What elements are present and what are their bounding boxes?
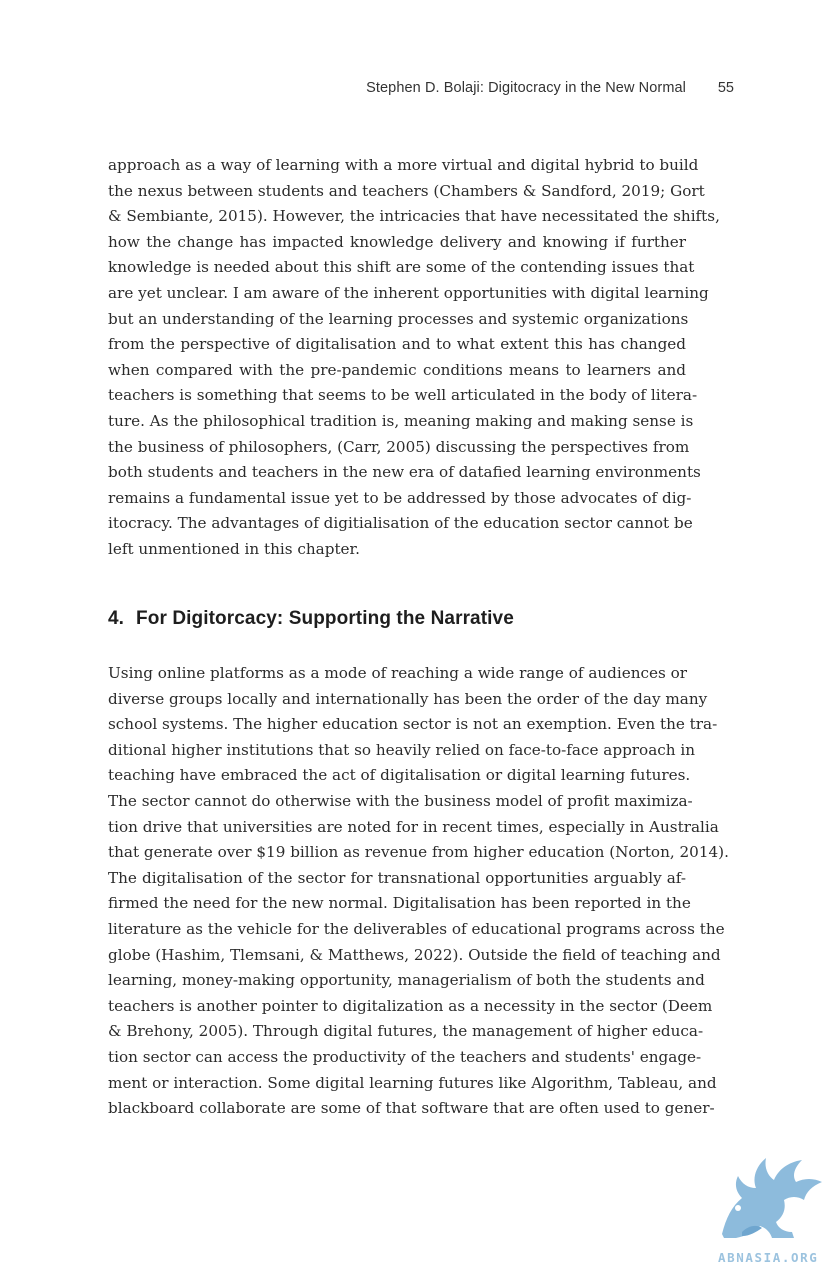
text-line: blackboard collaborate are some of that software that are often used to gener-: [108, 1099, 715, 1118]
text-line: left unmentioned in this chapter.: [108, 539, 360, 558]
text-line: are yet unclear. I am aware of the inherent opportunities with digital learning: [108, 283, 709, 302]
text-line: tion sector can access the productivity of the teachers and students' engage-: [108, 1047, 702, 1066]
text-line: The sector cannot do otherwise with the business model of profit maximiza-: [108, 791, 693, 810]
text-line: firmed the need for the new normal. Digitalisation has been reported in the: [108, 894, 691, 913]
text-line: the nexus between students and teachers (Chambers & Sandford, 2019; Gort: [108, 181, 705, 200]
text-line: learning, money-making opportunity, managerialism of both the students and: [108, 971, 705, 990]
text-line: ture. As the philosophical tradition is, meaning making and making sense is: [108, 411, 694, 430]
text-line: & Sembiante, 2015). However, the intricacies that have necessitated the shifts,: [108, 207, 720, 226]
running-header: [108, 80, 734, 100]
section-number: 4.: [108, 608, 125, 629]
text-line: The digitalisation of the sector for transnational opportunities arguably af-: [108, 868, 686, 887]
text-line: school systems. The higher education sector is not an exemption. Even the tra-: [108, 715, 718, 734]
text-line: literature as the vehicle for the deliverables of educational programs across the: [108, 919, 725, 938]
text-line: teachers is something that seems to be well articulated in the body of litera-: [108, 386, 698, 405]
text-line: when compared with the pre-pandemic conditions means to learners and: [108, 360, 686, 379]
text-line: teaching have embraced the act of digitalisation or digital learning futures.: [108, 766, 691, 785]
running-title: Stephen D. Bolaji: Digitocracy in the New Normal: [366, 80, 686, 96]
section-heading: [108, 608, 514, 630]
text-line: itocracy. The advantages of digitialisation of the education sector cannot be: [108, 514, 693, 533]
text-line: Using online platforms as a mode of reaching a wide range of audiences or: [108, 664, 688, 682]
section-title: For Digitorcacy: Supporting the Narrative: [136, 608, 514, 629]
text-line: remains a fundamental issue yet to be addressed by those advocates of dig-: [108, 488, 692, 507]
text-line: ment or interaction. Some digital learning futures like Algorithm, Tableau, and: [108, 1073, 717, 1092]
text-line: ditional higher institutions that so heavily relied on face-to-face approach in: [108, 740, 696, 759]
paragraph-2: [108, 661, 729, 1122]
text-line: the business of philosophers, (Carr, 2005) discussing the perspectives from: [108, 437, 690, 456]
text-line: both students and teachers in the new era of datafied learning environments: [108, 463, 701, 482]
text-line: diverse groups locally and internationally has been the order of the day many: [108, 689, 708, 708]
paragraph-1: [108, 153, 720, 563]
text-line: & Brehony, 2005). Through digital futures, the management of higher educa-: [108, 1022, 704, 1041]
text-line: tion drive that universities are noted for in recent times, especially in Australia: [108, 817, 719, 836]
text-line: globe (Hashim, Tlemsani, & Matthews, 2022). Outside the field of teaching and: [108, 945, 721, 964]
watermark-text: ABNASIA.ORG: [718, 1250, 819, 1265]
text-line: from the perspective of digitalisation and to what extent this has changed: [108, 335, 686, 354]
griffin-logo-icon: [712, 1148, 824, 1244]
text-line: approach as a way of learning with a more virtual and digital hybrid to build: [108, 156, 699, 174]
text-line: knowledge is needed about this shift are some of the contending issues that: [108, 258, 695, 277]
text-line: that generate over $19 billion as revenue from higher education (Norton, 2014).: [108, 843, 729, 862]
page-number: 55: [717, 80, 734, 96]
text-line: how the change has impacted knowledge delivery and knowing if further: [108, 232, 686, 251]
text-line: teachers is another pointer to digitalization as a necessity in the sector (Deem: [108, 996, 713, 1015]
text-line: but an understanding of the learning processes and systemic organizations: [108, 309, 689, 328]
